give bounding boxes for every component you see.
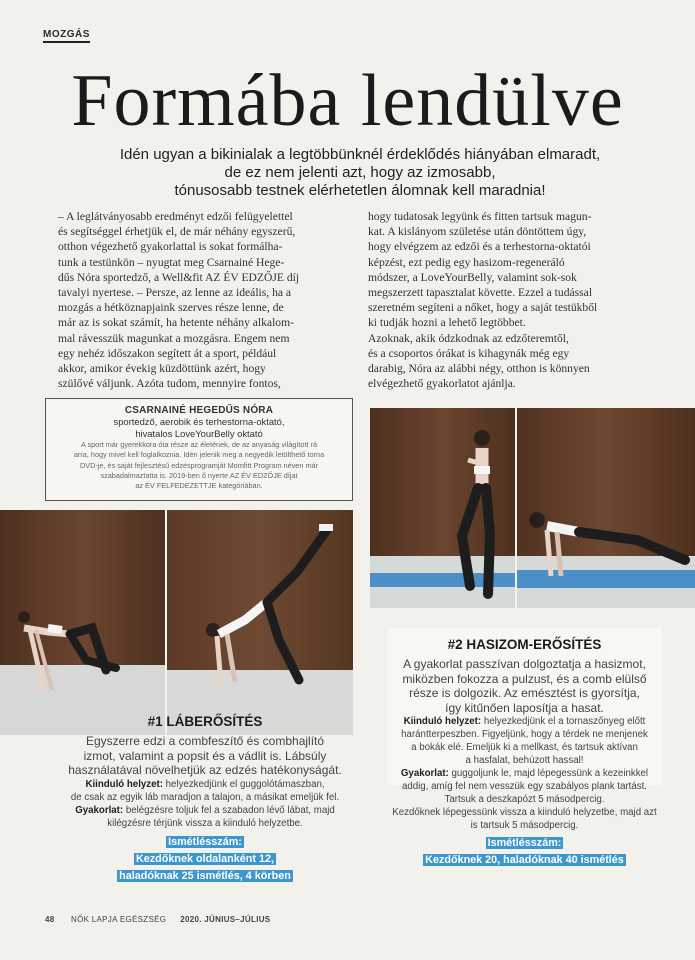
exercise-description-line: így kitűnően laposítja a hasat. [445,700,604,715]
body-line: megszerzett tapasztalat követte. Ezzel a tudással [368,286,593,300]
exercise-description-line: izmot, valamint a popsit és a vádlit is. Lábsúly [83,748,327,763]
exercise-text: guggoljunk le, majd lépegessünk a kezeinkkel [451,768,649,780]
body-line: kat. A kislányom születése után döntöttem úgy, [368,225,587,239]
exercise-description-line: A gyakorlat passzívan dolgoztatja a hasizmot, [403,657,646,671]
exercise-start-line: a hasfalat, behúzott hassal! [465,755,584,767]
start-label: Kiinduló helyzet: [403,716,482,728]
start-text: helyezkedjünk el a tornaszőnyeg előtt [483,716,646,728]
page-number: 48 [45,915,55,924]
reps-label: Ismétlésszám: [487,837,562,850]
exercise-text: belégzésre toljuk fel a szabadon lévő lábat, majd [125,804,335,816]
body-line: akkor, amikor évekig küzdöttünk azért, hogy [58,362,266,376]
body-column-right [368,209,668,391]
exercise2-photo-start [370,408,515,608]
lead-line: Idén ugyan a bikinialak a legtöbbünknél érdeklődés hiányában elmaradt, [119,146,601,163]
exercise-instructions [55,804,355,817]
bio-line: arra, hogy mivel kell foglalkoznia. Idén jelenik meg a negyedik letölthető torna [73,450,325,460]
bio-line: DVD-je, és saját fejlesztésű edzésprogramját Momfitt Program néven már [79,460,319,470]
exercise-label: Gyakorlat: [75,804,124,816]
body-line: egy nehéz időszakon segített át a sport, például [58,346,277,360]
exercise1-photo-end [167,510,353,735]
bio-line: szabadalmaztatta is. 2019-ben ő nyerte AZ ÉV EDZŐJE díjat [100,470,298,480]
exercise-start-position [55,778,355,791]
athlete-figure [370,408,515,608]
body-line: mal rávesszük magunkat a mozgásra. Engem nem [58,331,290,345]
lead-line: de ez nem jelenti azt, hogy az izmosabb, [224,164,496,181]
trainer-role: sportedző, aerobik és terhestorna-oktató, [113,416,285,428]
exercise2-photo-end [517,408,695,608]
exercise-instructions [382,767,667,780]
body-line: elvégezhető gyakorlatot ajánlja. [368,377,516,391]
exercise-start-position [382,715,667,728]
trainer-bio-box [45,398,353,501]
body-line: dűs Nóra sportedző, a Well&fit AZ ÉV EDZŐJE díj [58,270,300,284]
body-line: hogy elvégzem az edzői és a terhestorna-oktatói [368,240,591,254]
exercise1-photo-start [0,510,165,735]
exercise-start-line: harántterpeszben. Figyeljünk, hogy a térdek ne menjenek [401,729,648,741]
athlete-figure [517,408,695,608]
body-column-left [58,209,356,391]
body-line: és segítséggel érhetjük el, de már néhány egyszerű, [58,225,296,239]
athlete-figure [167,510,353,735]
body-line: otthon végezhető gyakorlattal is sokat formálha- [58,240,283,254]
exercise-line: addig, amíg fel nem vesszük egy szabályos plank tartást. [401,781,647,793]
body-line: már az is sokat számít, ha hetente néhány alkalom- [58,316,294,330]
body-line: – A leglátványosabb eredményt edzői felügyelettel [58,210,293,223]
exercise-line: kilégzésre térjünk vissza a kiinduló helyzetbe. [107,817,303,829]
body-line: szülővé váljunk. Azóta tudom, mennyire fontos, [58,377,281,391]
bio-line: A sport már gyerekkora óta része az életének, de az anyaság világított rá [80,440,318,450]
exercise-label: Gyakorlat: [400,768,449,780]
exercise-description-line: része is dolgozik. Az emésztést is gyorsítja, [409,686,640,701]
exercise-description-line: Egyszerre edzi a combfeszítő és combhajlító [85,734,325,748]
exercise-start-line: a bokák elé. Emeljük ki a mellkast, és tartsuk aktívan [411,742,638,754]
page-footer [45,915,270,924]
body-line: tunk a testünkön – nyugtat meg Csarnainé Hege- [58,255,285,269]
athlete-figure [0,510,165,735]
section-label: MOZGÁS [43,29,90,43]
body-line: módszer, a LoveYourBelly, valamint sok-sok [368,270,577,284]
body-line: hogy tudatosak legyünk és fitten tartsuk magun- [368,210,592,223]
trainer-bio-text [46,440,352,491]
start-text: helyezkedjünk el guggolótámaszban, [165,778,325,790]
body-line: tavalyi nyertese. – Persze, az lenne az ideális, ha a [58,286,292,300]
exercise-line: Kezdőknek lépegessünk vissza a kiinduló helyzetbe, majd azt [392,807,657,819]
bio-line: az ÉV FELFEDEZETTJE kategóriában. [135,481,263,491]
lead-line: tónusosabb testnek elérhetetlen álomnak kell maradnia! [174,182,546,199]
trainer-name: CSARNAINÉ HEGEDŰS NÓRA [124,405,274,416]
start-label: Kiinduló helyzet: [85,778,163,790]
issue-date: 2020. JÚNIUS–JÚLIUS [180,915,271,924]
body-line: és a csoportos órákat is kihagynák még egy [368,346,570,360]
page-title: Formába lendülve [71,60,624,142]
exercise-line: Tartsuk a deszkapózt 5 másodpercig. [444,794,605,806]
body-line: ki tudják hozni a lehető legtöbbet. [368,316,526,330]
reps-line: haladóknak 25 ismétlés, 4 körben [119,869,291,882]
exercise2-title: #2 HASIZOM-ERŐSÍTÉS [447,637,602,652]
exercise-line: is tartsuk 5 másodpercig. [470,820,579,832]
trainer-role: hivatalos LoveYourBelly oktató [135,427,263,439]
reps-line: Kezdőknek 20, haladóknak 40 ismétlés [425,854,624,867]
reps-label: Ismétlésszám: [168,835,242,848]
exercise1-text [55,734,355,884]
exercise-description-line: használatával növelhetjük az edzés hatékonyságát. [68,763,342,778]
body-line: képzést, ezt pedig egy hasizom-regeneráló [368,255,565,269]
reps-line: Kezdőknek oldalanként 12, [135,852,274,865]
exercise1-title: #1 LÁBERŐSÍTÉS [147,714,263,729]
magazine-name: NŐK LAPJA EGÉSZSÉG [71,915,167,924]
body-line: darabig, Nóra az alábbi négy, otthon is könnyen [368,362,590,376]
exercise-description-line: miközben fokozza a pulzust, és a comb elülső [402,671,647,686]
lead-paragraph [100,146,620,200]
exercise2-text [382,657,667,868]
body-line: szeretném segíteni a nőket, hogy a saját testükből [368,301,598,315]
body-line: Azoknak, akik ódzkodnak az edzőteremtől, [368,331,569,345]
exercise-start-line: de csak az egyik láb maradjon a talajon, a másikat emeljük fel. [70,791,340,803]
body-line: mozgás a hétköznapjaink szerves része lenne, de [58,301,284,315]
